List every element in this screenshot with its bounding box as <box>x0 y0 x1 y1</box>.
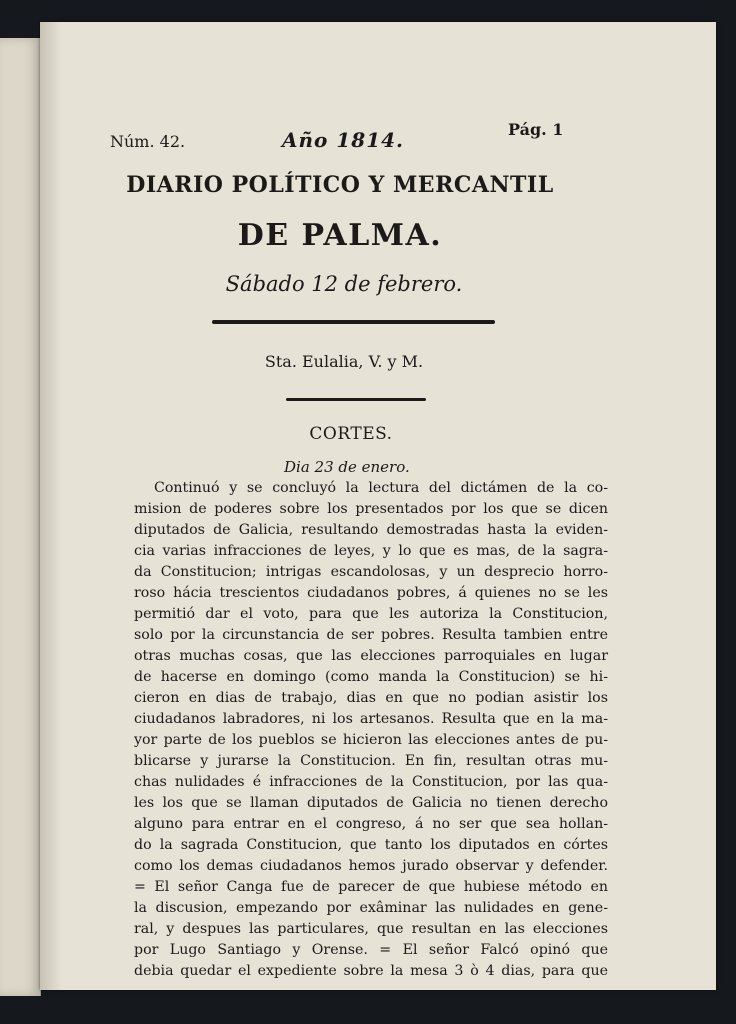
section-date: Dia 23 de enero. <box>284 458 410 476</box>
text-line: diputados de Galicia, resultando demostradas hasta la eviden- <box>134 522 608 538</box>
text-line: ciudadanos labradores, ni los artesanos. Resulta que en la ma- <box>134 711 608 727</box>
text-line: alguno para entrar en el congreso, á no ser que sea hollan- <box>134 816 608 832</box>
text-line: como los demas ciudadanos hemos jurado observar y defender. <box>134 858 608 874</box>
text-line: do la sagrada Constitucion, que tanto los diputados en córtes <box>134 837 608 853</box>
text-line: Continuó y se concluyó la lectura del dictámen de la co- <box>154 480 608 496</box>
text-line: roso hácia trescientos ciudadanos pobres, á quienes no se les <box>134 585 608 601</box>
text-line: da Constitucion; intrigas escandolosas, y un desprecio horro- <box>134 564 608 580</box>
text-line: ral, y despues las particulares, que resultan en las elecciones <box>134 921 608 937</box>
issue-number: Núm. 42. <box>110 132 186 151</box>
text-line: cieron en dias de trabajo, dias en que no podian asistir los <box>134 690 608 706</box>
facing-page-edge <box>0 38 41 996</box>
text-line: permitió dar el voto, para que les autoriza la Constitucion, <box>134 606 608 622</box>
text-line: de hacerse en domingo (como manda la Constitucion) se hi- <box>134 669 608 685</box>
section-heading: CORTES. <box>309 424 393 444</box>
text-line: otras muchas cosas, que las elecciones parroquiales en lugar <box>134 648 608 664</box>
text-line: la discusion, empezando por exâminar las nulidades en gene- <box>134 900 608 916</box>
issue-year: Año 1814. <box>282 128 404 152</box>
text-line: mision de poderes sobre los presentados por los que se dicen <box>134 501 608 517</box>
text-line: chas nulidades é infracciones de la Constitucion, por las qua- <box>134 774 608 790</box>
text-line: solo por la circunstancia de ser pobres. Resulta tambien entre <box>134 627 608 643</box>
text-line: les los que se llaman diputados de Galicia no tienen derecho <box>134 795 608 811</box>
text-line: debia quedar el expediente sobre la mesa 3 ò 4 dias, para que <box>134 963 608 979</box>
divider-rule <box>212 320 495 324</box>
saint-of-day: Sta. Eulalia, V. y M. <box>264 352 424 371</box>
text-line: yor parte de los pueblos se hicieron las elecciones antes de pu- <box>134 732 608 748</box>
masthead-line-1: DIARIO POLÍTICO Y MERCANTIL <box>126 172 554 198</box>
text-line: = El señor Canga fue de parecer de que hubiese método en <box>134 879 608 895</box>
divider-rule-short <box>286 398 426 401</box>
article-body <box>134 478 608 982</box>
page-number: Pág. 1 <box>508 120 564 139</box>
text-line: blicarse y jurarse la Constitucion. En fin, resultan otras mu- <box>134 753 608 769</box>
text-line: por Lugo Santiago y Orense. = El señor Falcó opinó que <box>134 942 608 958</box>
newspaper-page <box>40 22 716 990</box>
issue-date: Sábado 12 de febrero. <box>225 272 463 296</box>
masthead-line-2: DE PALMA. <box>237 218 443 253</box>
text-line: cia varias infracciones de leyes, y lo que es mas, de la sagra- <box>134 543 608 559</box>
